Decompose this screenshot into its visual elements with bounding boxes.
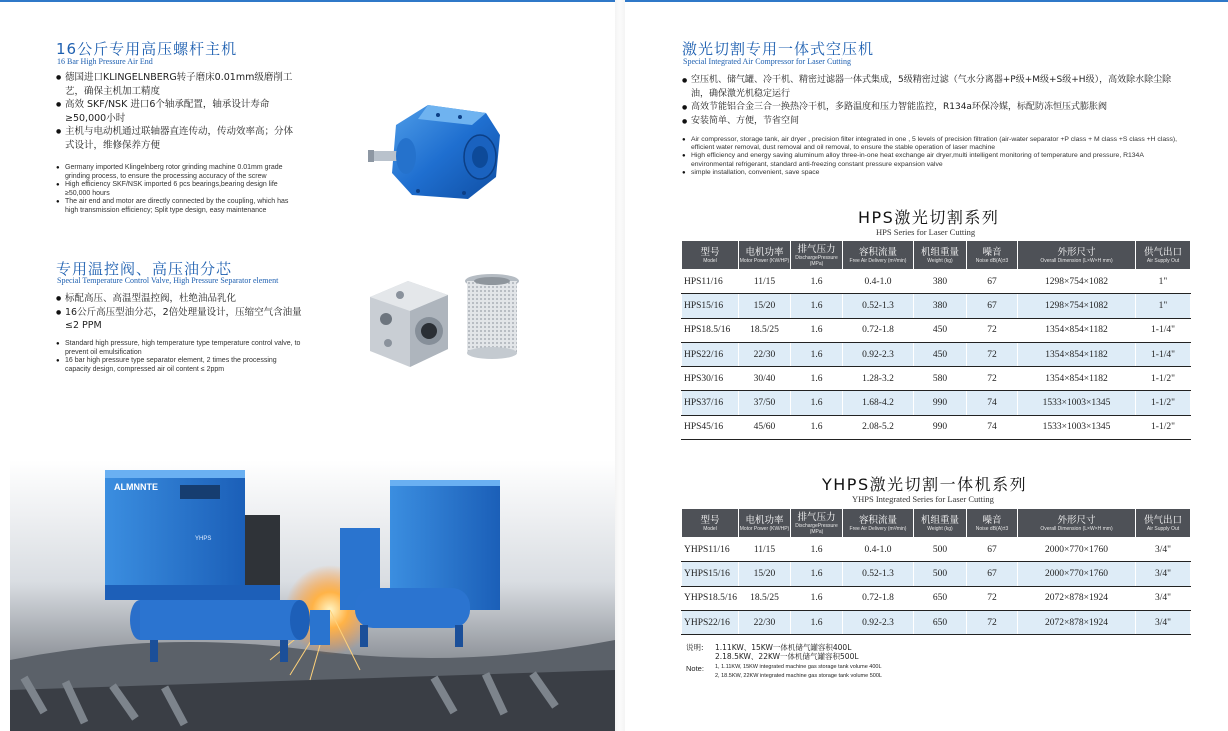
column-header-en: Air Supply Out [1146,257,1180,264]
table-cell: 2072×878×1924 [1018,586,1136,610]
table-cell: 67 [967,562,1018,586]
table-cell: 11/15 [739,270,791,294]
table-cell: 450 [914,342,967,366]
column-header [1018,509,1136,538]
table-cell: 72 [967,318,1018,342]
notes-block [686,643,882,680]
table-cell: 1354×854×1182 [1018,342,1136,366]
notes-en-label: Note: [686,664,704,673]
column-header-cn: 外形尺寸 [1057,246,1096,258]
table-cell: 72 [967,342,1018,366]
table-cell: 72 [967,586,1018,610]
column-header-cn: 噪音 [982,246,1002,258]
column-header-en: Noise dB(A)±3 [975,525,1009,532]
table-cell: 580 [914,367,967,391]
column-header-en: Air Supply Out [1146,525,1180,532]
column-header-en: Weight (kg) [927,257,953,264]
air-end-subtitle: 16 Bar High Pressure Air End [57,57,153,66]
yhps-table-title: YHPS激光切割一体机系列 [822,475,1028,494]
column-header [914,241,967,270]
column-header [967,509,1018,538]
table-cell: 1.6 [791,538,843,562]
list-item: ● 高效节能铝合金三合一换热冷干机，多路温度和压力智能监控，R134a环保冷媒，标配防冻恒压式膨胀阀 [682,101,1184,115]
table-cell: HPS18.5/16 [682,318,739,342]
table-cell: 0.52-1.3 [843,294,914,318]
table-cell: HPS30/16 [682,367,739,391]
table-cell: 1.6 [791,586,843,610]
yhps-table-subtitle: YHPS Integrated Series for Laser Cutting [852,494,994,504]
column-header-cn: 电机功率 [745,246,784,258]
table-cell: 1-1/2" [1136,367,1191,391]
table-cell: 22/30 [739,342,791,366]
table-row [682,562,1191,586]
column-header [682,241,739,270]
column-header-en: Free Air Delivery (m³/min) [849,525,907,532]
column-header-cn: 型号 [700,514,720,526]
laser-compressor-bullets-cn [682,74,1184,128]
table-cell: 990 [914,391,967,415]
table-cell: 1.28-3.2 [843,367,914,391]
column-header-cn: 机组重量 [920,246,959,258]
table-cell: 0.92-2.3 [843,610,914,634]
notes-en-line: 1, 1.11KW, 15KW integrated machine gas storage tank volume 400L [715,664,882,670]
column-header-cn: 噪音 [982,514,1002,526]
valve-bullets-en [56,340,302,374]
table-cell: 1.6 [791,415,843,439]
table-row [682,270,1191,294]
list-item: ● 高效 SKF/NSK 进口6个轴承配置，轴承设计寿命≥50,000小时 [56,98,302,125]
table-cell: 72 [967,610,1018,634]
yhps-spec-table [681,508,1191,635]
list-item: ● 德国进口KLINGELNBERG转子磨床0.01mm级磨削工艺，确保主机加工精度 [56,71,302,98]
table-cell: 1-1/4" [1136,318,1191,342]
column-header-cn: 排气压力 [797,511,836,523]
top-rule-right [625,0,1228,2]
column-header-cn: 机组重量 [920,514,959,526]
list-item: ● The air end and motor are directly connected by the coupling, which has high transmission efficiency; Split type design, easy maintenance [56,198,302,215]
notes-cn-label: 说明: [686,643,704,652]
table-row [682,318,1191,342]
table-row [682,586,1191,610]
table-cell: 990 [914,415,967,439]
table-row [682,538,1191,562]
top-rule-left [0,0,615,2]
table-row [682,342,1191,366]
table-cell: HPS15/16 [682,294,739,318]
table-cell: 500 [914,538,967,562]
column-header [843,241,914,270]
column-header-cn: 电机功率 [745,514,784,526]
table-cell: HPS11/16 [682,270,739,294]
column-header-cn: 型号 [700,246,720,258]
table-cell: 74 [967,415,1018,439]
page-spine [615,0,625,731]
table-cell: 1.6 [791,391,843,415]
table-cell: 18.5/25 [739,318,791,342]
table-cell: 1298×754×1082 [1018,270,1136,294]
column-header-cn: 容积流量 [858,246,897,258]
table-row [682,367,1191,391]
column-header-en: Motor Power (KW/HP) [739,525,790,532]
table-cell: 2000×770×1760 [1018,538,1136,562]
table-cell: 1533×1003×1345 [1018,415,1136,439]
column-header [1136,241,1191,270]
table-cell: 500 [914,562,967,586]
column-header [1136,509,1191,538]
laser-compressor-subtitle: Special Integrated Air Compressor for Laser Cutting [683,57,851,66]
table-row [682,391,1191,415]
table-cell: 1354×854×1182 [1018,367,1136,391]
air-end-image [368,95,508,207]
table-cell: 1.68-4.2 [843,391,914,415]
list-item: ● 16公斤高压型油分芯，2倍处理量设计，压缩空气含油量≤2 PPM [56,306,302,333]
notes-cn-line: 2.18.5KW、22KW一体机储气罐容积500L [715,652,859,661]
table-cell: 72 [967,367,1018,391]
notes-cn-line: 1.11KW、15KW一体机储气罐容积400L [715,643,852,652]
list-item: ● 16 bar high pressure type separator element, 2 times the processing capacity design, compressed air oil content ≤ 2ppm [56,357,302,374]
column-header-en: Noise dB(A)±3 [975,257,1009,264]
column-header-en: DischargePressure (MPa) [795,522,838,535]
table-cell: 3/4" [1136,586,1191,610]
list-item: ● High efficiency SKF/NSK imported 6 pcs bearings,bearing design life ≥50,000 hours [56,181,302,198]
table-cell: 1.6 [791,367,843,391]
list-item: ● Germany imported Klingelnberg rotor grinding machine 0.01mm grade grinding process, to ensure the processing accuracy of the screw [56,164,302,181]
table-cell: 1" [1136,294,1191,318]
column-header [967,241,1018,270]
table-cell: 1.6 [791,270,843,294]
table-cell: 1.6 [791,610,843,634]
table-cell: 1.6 [791,294,843,318]
column-header [682,509,739,538]
table-cell: 450 [914,318,967,342]
column-header-cn: 外形尺寸 [1057,514,1096,526]
table-row [682,294,1191,318]
table-cell: 650 [914,586,967,610]
table-cell: 67 [967,294,1018,318]
column-header [791,509,843,538]
table-cell: 1-1/2" [1136,391,1191,415]
table-cell: 1.6 [791,318,843,342]
table-cell: 67 [967,538,1018,562]
table-cell: 1-1/2" [1136,415,1191,439]
column-header [843,509,914,538]
table-cell: 15/20 [739,294,791,318]
table-cell: 650 [914,610,967,634]
list-item: ● 标配高压、高温型温控阀，杜绝油品乳化 [56,292,302,306]
table-cell: YHPS18.5/16 [682,586,739,610]
hps-table-title: HPS激光切割系列 [858,208,1000,227]
table-cell: 1298×754×1082 [1018,294,1136,318]
notes-en-line: 2, 18.5KW, 22KW integrated machine gas storage tank volume 500L [715,673,882,679]
table-cell: 67 [967,270,1018,294]
table-cell: HPS37/16 [682,391,739,415]
table-cell: 0.52-1.3 [843,562,914,586]
list-item: ● Air compressor, storage tank, air dryer , precision filter integrated in one , 5 levels of precision filtration (air-water separator +P class + M class +S class +H class), efficient water removal, dust removal and oil removal, to ensure the stable operation of laser machine [682,136,1188,152]
table-cell: 1-1/4" [1136,342,1191,366]
column-header [914,509,967,538]
column-header-en: DischargePressure (MPa) [795,254,838,267]
air-end-bullets-cn [56,71,302,152]
table-cell: 37/50 [739,391,791,415]
table-cell: HPS22/16 [682,342,739,366]
column-header-cn: 容积流量 [858,514,897,526]
column-header-en: Overall Dimension (L×W×H mm) [1040,257,1113,264]
table-cell: 1" [1136,270,1191,294]
column-header [791,241,843,270]
table-cell: 11/15 [739,538,791,562]
laser-compressor-title: 激光切割专用一体式空压机 [682,40,875,58]
valve-subtitle: Special Temperature Control Valve, High Pressure Separator element [57,276,279,285]
table-cell: 3/4" [1136,610,1191,634]
column-header-en: Free Air Delivery (m³/min) [849,257,907,264]
table-cell: 1.6 [791,562,843,586]
table-cell: 74 [967,391,1018,415]
table-cell: 45/60 [739,415,791,439]
valve-bullets-cn [56,292,302,333]
table-row [682,415,1191,439]
column-header-cn: 供气出口 [1143,246,1182,258]
column-header-cn: 供气出口 [1143,514,1182,526]
list-item: ● 空压机、储气罐、冷干机、精密过滤器一体式集成，5级精密过滤（气水分离器+P级+M级+S级+H级），高效除水除尘除油，确保激光机稳定运行 [682,74,1184,101]
table-cell: 380 [914,270,967,294]
table-cell: HPS45/16 [682,415,739,439]
valve-title: 专用温控阀、高压油分芯 [56,260,233,278]
column-header [1018,241,1136,270]
column-header [739,509,791,538]
column-header-en: Model [703,257,717,264]
air-end-bullets-en [56,164,302,216]
column-header [739,241,791,270]
list-item: ● simple installation, convenient, save space [682,169,1188,177]
table-cell: 0.92-2.3 [843,342,914,366]
hps-table-subtitle: HPS Series for Laser Cutting [876,227,976,237]
column-header-en: Motor Power (KW/HP) [739,257,790,264]
table-cell: 0.72-1.8 [843,586,914,610]
table-cell: 30/40 [739,367,791,391]
column-header-cn: 排气压力 [797,243,836,255]
table-cell: 2.08-5.2 [843,415,914,439]
table-cell: 18.5/25 [739,586,791,610]
table-cell: 22/30 [739,610,791,634]
table-cell: YHPS22/16 [682,610,739,634]
table-cell: 1533×1003×1345 [1018,391,1136,415]
laser-compressor-bullets-en [682,136,1188,177]
table-cell: 2000×770×1760 [1018,562,1136,586]
list-item: ● High efficiency and energy saving aluminum alloy three-in-one heat exchange air dryer,multi intelligent monitoring of temperature and pressure, R134A environmental refrigerant, standard anti-freezing constant pressure expansion valve [682,152,1188,168]
column-header-en: Overall Dimension (L×W×H mm) [1040,525,1113,532]
hps-spec-table [681,240,1191,440]
table-cell: YHPS11/16 [682,538,739,562]
machine-badge: ALMNNTE [114,482,158,492]
table-cell: 0.4-1.0 [843,538,914,562]
list-item: ● Standard high pressure, high temperature type temperature control valve, to prevent oil emulsification [56,340,302,357]
temperature-valve-image [360,275,455,370]
table-cell: 380 [914,294,967,318]
table-cell: 2072×878×1924 [1018,610,1136,634]
column-header-en: Model [703,525,717,532]
table-cell: 3/4" [1136,538,1191,562]
hero-factory-image [10,460,615,731]
table-cell: 3/4" [1136,562,1191,586]
list-item: ● 主机与电动机通过联轴器直连传动，传动效率高；分体式设计，维修保养方便 [56,125,302,152]
table-cell: 1.6 [791,342,843,366]
table-cell: 0.4-1.0 [843,270,914,294]
column-header-en: Weight (kg) [927,525,953,532]
separator-element-image [463,273,521,361]
table-cell: 0.72-1.8 [843,318,914,342]
list-item: ● 安装简单、方便，节省空间 [682,115,1184,129]
table-cell: 15/20 [739,562,791,586]
machine-label: YHPS [195,536,212,542]
table-cell: YHPS15/16 [682,562,739,586]
table-cell: 1354×854×1182 [1018,318,1136,342]
air-end-title: 16公斤专用高压螺杆主机 [56,40,238,58]
table-row [682,610,1191,634]
